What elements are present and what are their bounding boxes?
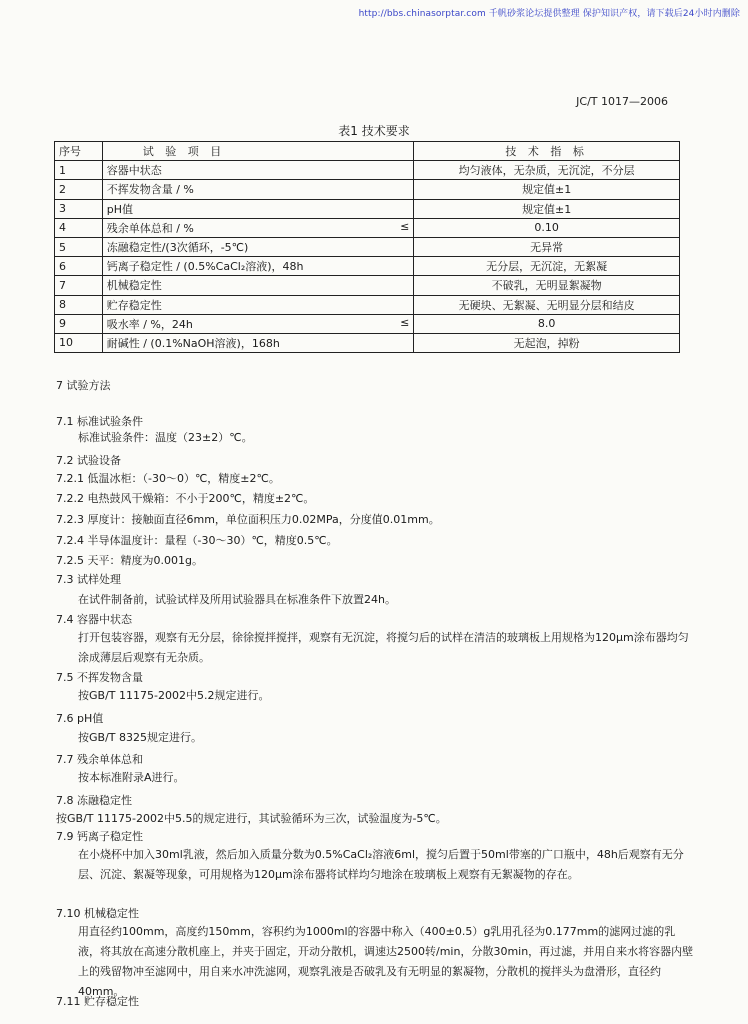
heading-7-4: 7.4 容器中状态 <box>56 613 132 626</box>
table-row <box>55 257 680 276</box>
heading-7-9: 7.9 钙离子稳定性 <box>56 830 143 843</box>
row-item <box>102 314 414 333</box>
text-7-2-4: 7.2.4 半导体温度计：量程（-30～30）℃，精度0.5℃。 <box>56 534 338 547</box>
row-item-label: 钙离子稳定性 / (0.5%CaCl₂溶液)，48h <box>106 260 304 274</box>
text-7-1: 标准试验条件：温度（23±2）℃。 <box>78 431 253 444</box>
table-row <box>55 161 680 180</box>
row-value: 不破乳，无明显絮凝物 <box>414 276 680 295</box>
text-7-9: 在小烧杯中加入30ml乳液，然后加入质量分数为0.5%CaCl₂溶液6ml，搅匀后置于50ml带塞的广口瓶中，48h后观察有无分层、沉淀、絮凝等现象，可用规格为120μm涂布器将试样均匀地涂在玻璃板上观察有无絮凝物的存在。 <box>78 848 684 881</box>
row-item-label: 机械稳定性 <box>106 279 162 293</box>
row-value: 规定值±1 <box>414 180 680 199</box>
text-7-6: 按GB/T 8325规定进行。 <box>78 731 202 744</box>
row-item-mark: ≤ <box>400 315 410 329</box>
row-item-label: pH值 <box>106 202 133 216</box>
row-value: 0.10 <box>414 218 680 237</box>
row-item <box>102 333 414 352</box>
technical-requirements-table <box>54 141 680 353</box>
heading-7-1: 7.1 标准试验条件 <box>56 415 143 428</box>
row-item <box>102 218 414 237</box>
row-no: 1 <box>55 161 103 180</box>
row-item-label: 残余单体总和 / % <box>106 221 194 235</box>
header-item: 试 验 项 目 <box>102 142 414 161</box>
row-item-label: 耐碱性 / (0.1%NaOH溶液)，168h <box>106 336 280 350</box>
row-no: 7 <box>55 276 103 295</box>
text-7-4: 打开包装容器，观察有无分层，徐徐搅拌搅拌，观察有无沉淀，将搅匀后的试样在清洁的玻璃板上用规格为120μm涂布器均匀涂成薄层后观察有无杂质。 <box>78 631 689 664</box>
row-value: 无分层，无沉淀，无絮凝 <box>414 257 680 276</box>
row-value: 均匀液体，无杂质，无沉淀，不分层 <box>414 161 680 180</box>
row-value: 无硬块、无絮凝、无明显分层和结皮 <box>414 295 680 314</box>
header-no: 序号 <box>55 142 103 161</box>
text-7-2-3: 7.2.3 厚度计：接触面直径6mm，单位面积压力0.02MPa，分度值0.01mm。 <box>56 513 440 526</box>
row-no: 3 <box>55 199 103 218</box>
table-title: 表1 技术要求 <box>338 124 410 138</box>
table-row <box>55 199 680 218</box>
row-no: 2 <box>55 180 103 199</box>
watermark-banner: http://bbs.chinasorptar.com 千帆砂浆论坛提供整理 保护知识产权，请下载后24小时内删除 <box>358 9 740 19</box>
standard-code: JC/T 1017—2006 <box>576 95 668 108</box>
row-no: 6 <box>55 257 103 276</box>
row-no: 5 <box>55 237 103 256</box>
row-item <box>102 180 414 199</box>
table-header-row <box>55 142 680 161</box>
table-row <box>55 276 680 295</box>
table-row <box>55 218 680 237</box>
row-no: 10 <box>55 333 103 352</box>
text-7-10: 用直径约100mm，高度约150mm，容积约为1000ml的容器中称入（400±0.5）g乳用孔径为0.177mm的滤网过滤的乳液，将其放在高速分散机座上，并夹于固定，开动分散机，调速达2500转/min，分散30min，再过滤，并用自来水将容器内壁上的残留物冲至滤网中，用自来水冲洗滤网，观察乳液是否破乳及有无明显的絮凝物，分散机的搅拌头为盘滑形，直径约40mm。 <box>78 925 694 998</box>
row-item-label: 不挥发物含量 / % <box>106 183 194 197</box>
row-item-mark: ≤ <box>400 219 410 233</box>
text-7-2-1: 7.2.1 低温冰柜：（-30～0）℃，精度±2℃。 <box>56 472 280 485</box>
section-heading: 7 试验方法 <box>56 379 111 392</box>
row-item <box>102 276 414 295</box>
row-item-label: 贮存稳定性 <box>106 298 162 312</box>
row-no: 8 <box>55 295 103 314</box>
header-value: 技 术 指 标 <box>414 142 680 161</box>
row-item-label: 容器中状态 <box>106 164 162 178</box>
heading-7-7: 7.7 残余单体总和 <box>56 753 143 766</box>
row-no: 4 <box>55 218 103 237</box>
heading-7-2: 7.2 试验设备 <box>56 454 121 467</box>
table-row <box>55 237 680 256</box>
row-item-label: 吸水率 / %，24h <box>106 317 193 331</box>
row-value: 8.0 <box>414 314 680 333</box>
heading-7-8: 7.8 冻融稳定性 <box>56 794 132 807</box>
text-7-2-2: 7.2.2 电热鼓风干燥箱：不小于200℃，精度±2℃。 <box>56 492 315 505</box>
table-row <box>55 295 680 314</box>
row-item <box>102 161 414 180</box>
row-item <box>102 199 414 218</box>
row-value: 无异常 <box>414 237 680 256</box>
text-7-7: 按本标准附录A进行。 <box>78 771 185 784</box>
heading-7-5: 7.5 不挥发物含量 <box>56 671 143 684</box>
row-item-label: 冻融稳定性/(3次循环，-5℃) <box>106 241 249 255</box>
heading-7-3: 7.3 试样处理 <box>56 573 121 586</box>
text-7-5: 按GB/T 11175-2002中5.2规定进行。 <box>78 689 270 702</box>
row-no: 9 <box>55 314 103 333</box>
row-value: 规定值±1 <box>414 199 680 218</box>
table-row <box>55 333 680 352</box>
table-row <box>55 180 680 199</box>
text-7-2-5: 7.2.5 天平：精度为0.001g。 <box>56 554 203 567</box>
heading-7-6: 7.6 pH值 <box>56 712 104 725</box>
row-value: 无起泡，掉粉 <box>414 333 680 352</box>
text-7-8: 按GB/T 11175-2002中5.5的规定进行，其试验循环为三次，试验温度为-5℃。 <box>56 812 447 825</box>
row-item <box>102 295 414 314</box>
row-item <box>102 237 414 256</box>
table-row <box>55 314 680 333</box>
text-7-3: 在试件制备前，试验试样及所用试验器具在标准条件下放置24h。 <box>78 593 396 606</box>
heading-7-10: 7.10 机械稳定性 <box>56 907 139 920</box>
heading-7-11: 7.11 贮存稳定性 <box>56 995 139 1008</box>
row-item <box>102 257 414 276</box>
